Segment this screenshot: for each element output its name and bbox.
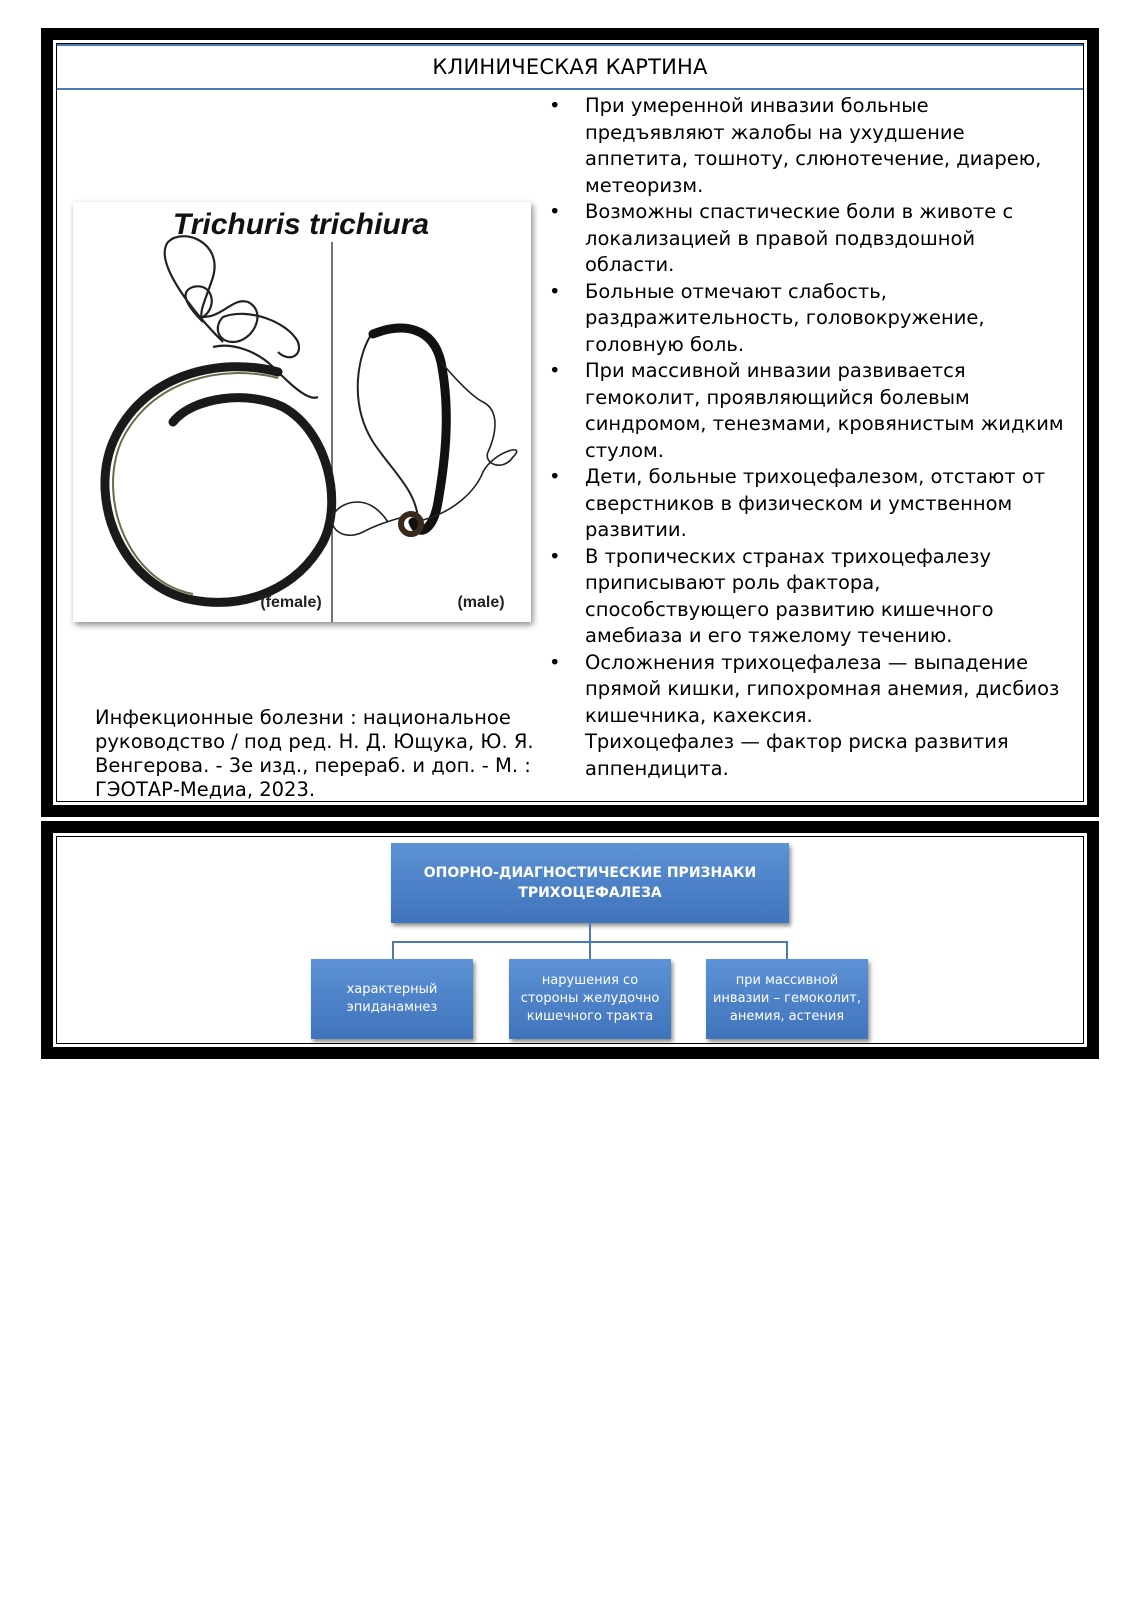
- connector-middle: [589, 941, 591, 959]
- symptom-text: Осложнения трихоцефалеза — выпадение прямой кишки, гипохромная анемия, дисбиоз кишечника, кахексия.: [585, 650, 1060, 727]
- bullet-icon: •: [549, 465, 561, 488]
- symptom-text: При умеренной инвазии больные предъявляют жалобы на ухудшение аппетита, тошноту, слюнотечение, диарею, метеоризм.: [585, 94, 1042, 197]
- sign-box-text: характерный эпиданамнез: [346, 982, 438, 1015]
- sign-box-gi-tract: [509, 959, 671, 1039]
- sign-box-text: нарушения со стороны желудочно кишечного тракта: [520, 973, 660, 1024]
- female-label: (female): [260, 594, 322, 611]
- trichuris-illustration: [73, 202, 531, 622]
- clinical-title: КЛИНИЧЕСКАЯ КАРТИНА: [57, 44, 1083, 90]
- symptom-text: Возможны спастические боли в животе с локализацией в правой подвздошной области.: [585, 200, 1014, 276]
- diagnostics-panel-frame: [51, 831, 1089, 1049]
- bullet-icon: •: [549, 200, 561, 223]
- symptom-text: В тропических странах трихоцефалезу приписывают роль фактора, способствующего развитию кишечного амебиаза и его тяжелому течению.: [585, 544, 994, 647]
- species-label: Trichuris trichiura: [172, 208, 430, 241]
- connector-right: [786, 941, 788, 959]
- symptom-text: Дети, больные трихоцефалезом, отстают от сверстников в физическом и умственном развитии.: [585, 465, 1046, 541]
- connector-left: [392, 941, 394, 959]
- trichuris-figure: [73, 202, 531, 622]
- clinical-panel-content: [56, 43, 1084, 802]
- clinical-panel: [41, 28, 1099, 817]
- risk-note-text: Трихоцефалез — фактор риска развития аппендицита.: [585, 730, 1009, 780]
- diagnostics-panel-content: [56, 836, 1084, 1044]
- symptom-text: Больные отмечают слабость, раздражительность, головокружение, головную боль.: [585, 279, 985, 356]
- symptom-item: [546, 464, 1066, 544]
- symptom-item: [546, 650, 1066, 730]
- risk-note: [546, 729, 1066, 782]
- symptom-list: [546, 93, 1066, 782]
- symptom-item: [546, 199, 1066, 279]
- sign-box-text: при массивной инвазии – гемоколит, анемия, астения: [712, 973, 861, 1024]
- sign-box-massive-invasion: [706, 959, 868, 1039]
- diagnostic-signs-main-box: [391, 843, 789, 923]
- bullet-icon: •: [549, 650, 561, 674]
- citation-text: Инфекционные болезни : национальное руководство / под ред. Н. Д. Ющука, Ю. Я. Венгерова. - 3е изд., перераб. и доп. - М. : ГЭОТАР-Медиа, 2023.: [95, 706, 534, 801]
- symptom-item: [546, 544, 1066, 650]
- connector-vertical-main: [589, 923, 591, 941]
- sign-box-epidemiology: [311, 959, 473, 1039]
- bullet-icon: •: [549, 544, 561, 568]
- symptom-item: [546, 93, 1066, 199]
- bullet-icon: •: [549, 94, 561, 117]
- main-box-text: ОПОРНО-ДИАГНОСТИЧЕСКИЕ ПРИЗНАКИ ТРИХОЦЕФАЛЕЗА: [423, 865, 757, 901]
- clinical-panel-frame: [51, 38, 1089, 807]
- bullet-icon: •: [549, 359, 561, 382]
- symptom-item: [546, 358, 1066, 464]
- bullet-icon: •: [549, 279, 561, 303]
- symptom-text: При массивной инвазии развивается гемоколит, проявляющийся болевым синдромом, тенезмами, кровянистым жидким стулом.: [585, 359, 1064, 462]
- male-label: (male): [457, 594, 505, 611]
- symptom-item: [546, 279, 1066, 359]
- diagnostics-panel: [41, 821, 1099, 1059]
